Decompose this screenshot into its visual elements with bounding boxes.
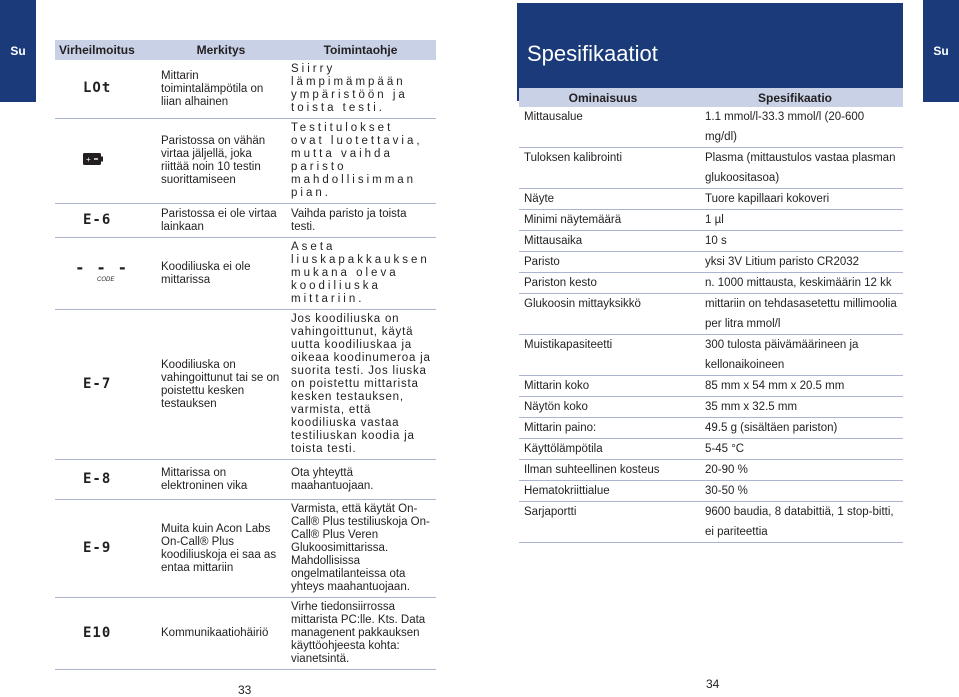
tab-label: Su <box>10 44 26 58</box>
property-cell: Näyte <box>519 189 687 210</box>
property-cell: Glukoosin mittayksikkö <box>519 294 687 335</box>
table-row <box>519 273 903 294</box>
header-meaning: Merkitys <box>157 40 285 60</box>
table-row <box>55 238 436 310</box>
table-row <box>519 335 903 376</box>
table-header-row <box>519 88 903 107</box>
language-tab-left <box>0 0 36 102</box>
action-cell: Aseta liuskapakkauksen mukana oleva koodiliuska mittariin. <box>285 238 436 310</box>
action-cell: Varmista, että käytät On-Call® Plus testiliuskoja On-Call® Plus Veren Glukoosimittarissa. Mahdollisissa ongelmatilanteissa ota yhteys maahantuojaan. <box>285 500 436 598</box>
error-code-cell <box>55 460 157 500</box>
value-cell: 5-45 °C <box>687 439 903 460</box>
value-cell: Tuore kapillaari kokoveri <box>687 189 903 210</box>
error-code-cell <box>55 310 157 460</box>
error-code-e7: E-7 <box>83 375 112 392</box>
table-row <box>55 598 436 670</box>
value-cell: 35 mm x 32.5 mm <box>687 397 903 418</box>
tab-label: Su <box>933 44 949 58</box>
table-row <box>55 204 436 238</box>
action-cell: Testitulokset ovat luotettavia, mutta vaihda paristo mahdollisimman pian. <box>285 119 436 204</box>
value-cell: n. 1000 mittausta, keskimäärin 12 kk <box>687 273 903 294</box>
value-cell: 20-90 % <box>687 460 903 481</box>
value-cell: Plasma (mittaustulos vastaa plasman glukoositasoa) <box>687 148 903 189</box>
table-row <box>519 439 903 460</box>
action-cell: Ota yhteyttä maahantuojaan. <box>285 460 436 500</box>
table-row <box>55 460 436 500</box>
battery-icon <box>83 153 103 165</box>
error-code-cell <box>55 238 157 310</box>
value-cell: 30-50 % <box>687 481 903 502</box>
property-cell: Mittarin koko <box>519 376 687 397</box>
meaning-cell: Mittarin toimintalämpötila on liian alhainen <box>157 60 285 119</box>
meaning-cell: Paristossa ei ole virtaa lainkaan <box>157 204 285 238</box>
property-cell: Käyttölämpötila <box>519 439 687 460</box>
error-code-e6: E-6 <box>83 211 112 228</box>
page-number-left: 33 <box>238 683 252 697</box>
property-cell: Pariston kesto <box>519 273 687 294</box>
value-cell: mittariin on tehdasasetettu millimoolia per litra mmol/l <box>687 294 903 335</box>
table-row <box>519 107 903 148</box>
error-code-cell <box>55 500 157 598</box>
table-row <box>519 460 903 481</box>
value-cell: 9600 baudia, 8 databittiä, 1 stop-bitti, ei pariteettia <box>687 502 903 543</box>
error-code-e10: E10 <box>83 624 112 641</box>
action-cell: Jos koodiliuska on vahingoittunut, käytä uutta koodiliuskaa ja oikeaa koodinumeroa ja suorita testi. Jos liuska on poistettu mittarista kesken testauksen, varmista, että koodiliuska vastaa testiliuskan koodia ja toista testi. <box>285 310 436 460</box>
meaning-cell: Paristossa on vähän virtaa jäljellä, joka riittää noin 10 testin suorittamiseen <box>157 119 285 204</box>
value-cell: 1 µl <box>687 210 903 231</box>
property-cell: Mittarin paino: <box>519 418 687 439</box>
page-number-right: 34 <box>706 677 720 691</box>
property-cell: Minimi näytemäärä <box>519 210 687 231</box>
value-cell: 85 mm x 54 mm x 20.5 mm <box>687 376 903 397</box>
meaning-cell: Koodiliuska on vahingoittunut tai se on poistettu kesken testauksen <box>157 310 285 460</box>
property-cell: Sarjaportti <box>519 502 687 543</box>
property-cell: Mittausaika <box>519 231 687 252</box>
table-row <box>519 294 903 335</box>
table-row <box>519 397 903 418</box>
property-cell: Muistikapasiteetti <box>519 335 687 376</box>
header-specification: Spesifikaatio <box>687 88 903 107</box>
table-row <box>519 189 903 210</box>
meaning-cell: Kommunikaatiohäiriö <box>157 598 285 670</box>
table-row <box>519 418 903 439</box>
meaning-cell: Koodiliuska ei ole mittarissa <box>157 238 285 310</box>
language-tab-right <box>923 0 959 102</box>
table-row <box>519 231 903 252</box>
error-code-cell <box>55 60 157 119</box>
error-code-cell <box>55 204 157 238</box>
header-error-code: Virheilmoitus <box>55 40 157 60</box>
header-action: Toimintaohje <box>285 40 436 60</box>
property-cell: Hematokriittialue <box>519 481 687 502</box>
table-row <box>55 60 436 119</box>
title-banner <box>517 3 903 101</box>
error-code-e9: E-9 <box>83 539 112 556</box>
action-cell: Siirry lämpimämpään ympäristöön ja toista testi. <box>285 60 436 119</box>
property-cell: Paristo <box>519 252 687 273</box>
table-row <box>519 148 903 189</box>
property-cell: Mittausalue <box>519 107 687 148</box>
property-cell: Näytön koko <box>519 397 687 418</box>
value-cell: 1.1 mmol/l-33.3 mmol/l (20-600 mg/dl) <box>687 107 903 148</box>
header-property: Ominaisuus <box>519 88 687 107</box>
table-row <box>519 210 903 231</box>
value-cell: yksi 3V Litium paristo CR2032 <box>687 252 903 273</box>
table-row <box>519 376 903 397</box>
error-messages-table <box>55 40 436 670</box>
svg-text:+: + <box>86 155 91 164</box>
error-code-dashes: - - - <box>75 257 129 277</box>
table-row <box>519 502 903 543</box>
action-cell: Virhe tiedonsiirrossa mittarista PC:lle. Kts. Data managenent pakkauksen käyttöohjeesta kohta: vianetsintä. <box>285 598 436 670</box>
specifications-table <box>519 88 903 543</box>
property-cell: Ilman suhteellinen kosteus <box>519 460 687 481</box>
error-code-e8: E-8 <box>83 470 112 487</box>
table-row <box>519 252 903 273</box>
meaning-cell: Muita kuin Acon Labs On-Call® Plus koodiliuskoja ei saa as entaa mittariin <box>157 500 285 598</box>
value-cell: 10 s <box>687 231 903 252</box>
value-cell: 300 tulosta päivämäärineen ja kellonaikoineen <box>687 335 903 376</box>
value-cell: 49.5 g (sisältäen pariston) <box>687 418 903 439</box>
action-cell: Vaihda paristo ja toista testi. <box>285 204 436 238</box>
error-code-cell <box>55 598 157 670</box>
error-code-cell <box>55 119 157 204</box>
property-cell: Tuloksen kalibrointi <box>519 148 687 189</box>
table-row <box>55 310 436 460</box>
page-title: Spesifikaatiot <box>527 41 658 66</box>
table-row <box>55 119 436 204</box>
error-code-lot: LOt <box>83 80 112 96</box>
table-row <box>55 500 436 598</box>
meaning-cell: Mittarissa on elektroninen vika <box>157 460 285 500</box>
table-row <box>519 481 903 502</box>
code-label: CODE <box>97 276 115 283</box>
table-header-row <box>55 40 436 60</box>
